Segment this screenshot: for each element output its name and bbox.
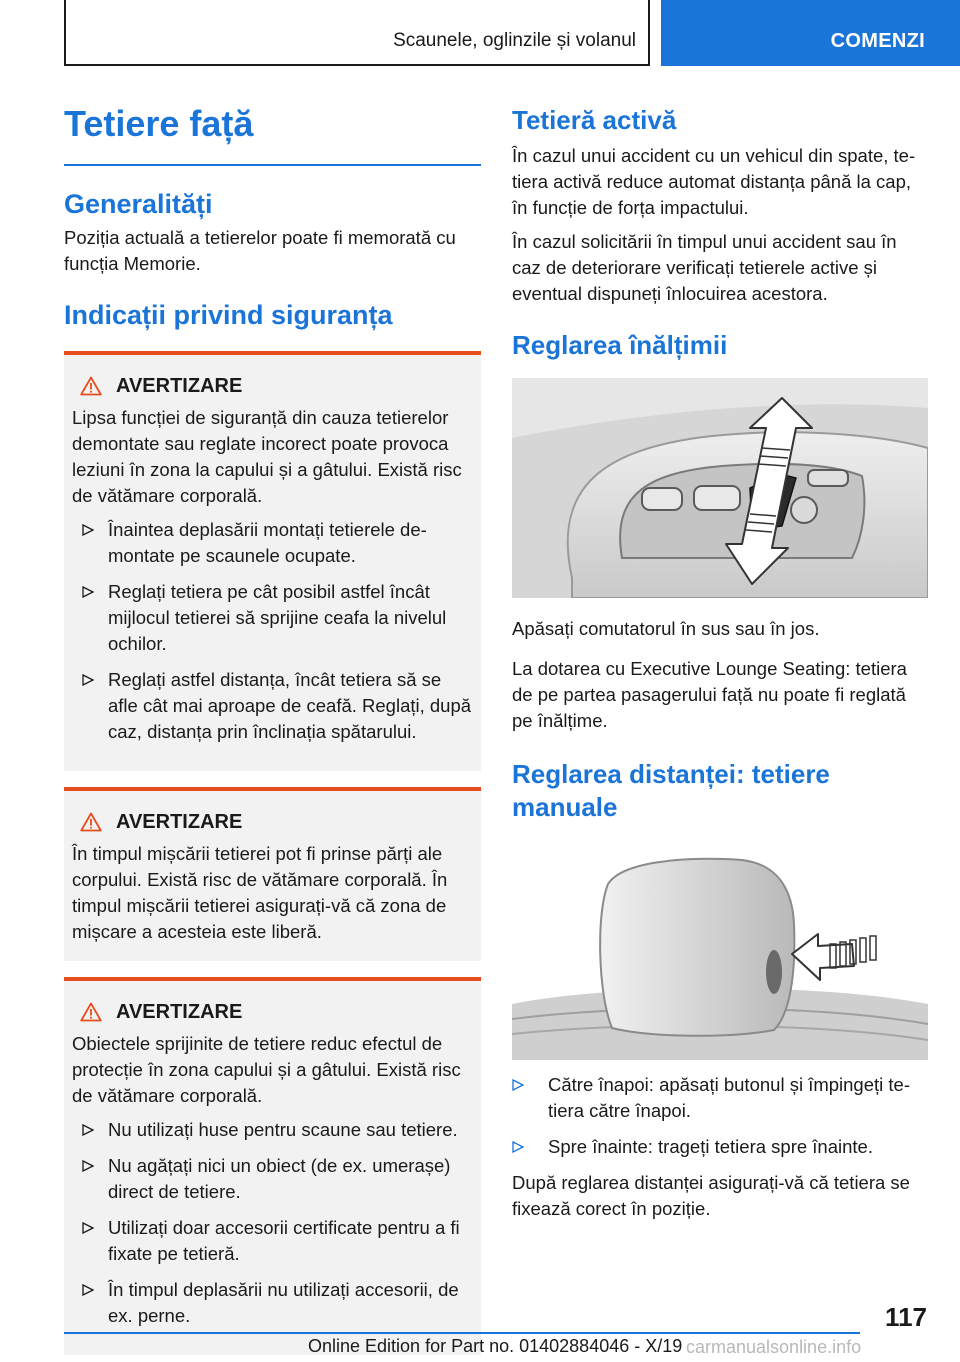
distance-adjust-list xyxy=(512,1072,928,1160)
footer-edition: Online Edition for Part no. 01402884046 - X/19 xyxy=(308,1336,683,1356)
headrest-illustration xyxy=(512,854,928,1060)
list-item-text: Reglați tetiera pe cât posibil astfel încât mijlocul tetierei să sprijine ceafa la nivelul ochilor. xyxy=(108,581,447,654)
warning-text: În timpul mișcării tetierei pot fi prinse părți ale corpului. Există risc de vătămare corporală. În timpul mișcării tetierei asigurați-vă că zona de mișcare a acesteia este liberă. xyxy=(72,843,448,942)
distance-adjust-after-text: După reglarea distanței asigurați-vă că tetiera se fixează corect în poziție. xyxy=(512,1172,910,1219)
distance-adjust-heading: Reglarea distanței: tetiere manuale xyxy=(512,759,830,822)
list-item xyxy=(72,1277,473,1329)
triangle-bullet-icon xyxy=(82,1124,94,1136)
warning-triangle-icon xyxy=(80,812,102,832)
headrest-drawing xyxy=(512,854,928,1060)
warning-list xyxy=(72,1117,473,1329)
triangle-bullet-icon xyxy=(82,586,94,598)
triangle-bullet-icon xyxy=(82,1160,94,1172)
warning-triangle-icon xyxy=(80,1002,102,1022)
list-item-text: Către înapoi: apăsați butonul și împingeți tetiera către înapoi. xyxy=(548,1074,910,1121)
list-item-text: Utilizați doar accesorii certificate pentru a fi fixate pe tetieră. xyxy=(108,1217,460,1264)
list-item xyxy=(72,1153,473,1205)
page-number: 117 xyxy=(885,1302,927,1332)
list-item xyxy=(72,1117,473,1143)
active-headrest-text-2: În cazul solicitării în timpul unui accident sau în caz de deteriorare verificați tetierele active și eventual dispuneți înlocuirea acestora. xyxy=(512,231,897,304)
list-item-text: Nu utilizați huse pentru scaune sau tetiere. xyxy=(108,1119,458,1140)
warning-box-3 xyxy=(64,977,481,1355)
list-item xyxy=(72,667,473,745)
list-item xyxy=(72,1215,473,1267)
triangle-bullet-icon xyxy=(512,1079,524,1091)
active-headrest-text-1: În cazul unui accident cu un vehicul din spate, tetiera activă reduce automat distanța până la cap, în funcție de forța impactului. xyxy=(512,145,916,218)
warning-triangle-icon xyxy=(80,376,102,396)
warning-title xyxy=(72,809,473,835)
triangle-bullet-icon xyxy=(82,1284,94,1296)
list-item xyxy=(72,517,473,569)
list-item-text: Spre înainte: trageți tetiera spre înainte. xyxy=(548,1136,873,1157)
header-chapter-label: COMENZI xyxy=(830,30,925,52)
triangle-bullet-icon xyxy=(82,1222,94,1234)
page-title: Tetiere față xyxy=(64,103,254,144)
height-adjust-heading: Reglarea înălțimii xyxy=(512,330,728,360)
header-chapter-tab[interactable] xyxy=(661,0,960,66)
list-item-text: Nu agățați nici un obiect (de ex. umerașe) direct de tetiere. xyxy=(108,1155,451,1202)
warning-box-2 xyxy=(64,787,481,961)
warning-title-text: AVERTIZARE xyxy=(116,811,243,833)
warning-title xyxy=(72,999,473,1025)
height-adjust-text-2: La dotarea cu Executive Lounge Seating: tetiera de pe partea pasagerului față nu poate fi reglată pe înălțime. xyxy=(512,658,907,731)
warning-text: Obiectele sprijinite de tetiere reduc efectul de protecție în zona capului și a gâtului. Există risc de vătămare corporală. xyxy=(72,1033,461,1106)
list-item xyxy=(512,1072,928,1124)
list-item xyxy=(512,1134,928,1160)
list-item-text: În timpul deplasării nu utilizați accesorii, de ex. perne. xyxy=(108,1279,459,1326)
warning-title xyxy=(72,373,473,399)
general-text: Poziția actuală a tetierelor poate fi memorată cu funcția Memorie. xyxy=(64,227,456,274)
footer-divider xyxy=(64,1332,860,1334)
triangle-bullet-icon xyxy=(82,524,94,536)
general-heading: Generalități xyxy=(64,189,213,219)
warning-list xyxy=(72,517,473,745)
height-adjust-text-1: Apăsați comutatorul în sus sau în jos. xyxy=(512,618,820,639)
left-column xyxy=(64,102,481,1355)
title-divider xyxy=(64,164,481,166)
list-item-text: Înaintea deplasării montați tetierele demontate pe scaunele ocupate. xyxy=(108,519,427,566)
triangle-bullet-icon xyxy=(512,1141,524,1153)
warning-title-text: AVERTIZARE xyxy=(116,1001,243,1023)
warning-title-text: AVERTIZARE xyxy=(116,375,243,397)
triangle-bullet-icon xyxy=(82,674,94,686)
safety-heading: Indicații privind siguranța xyxy=(64,300,393,330)
seat-switch-illustration xyxy=(512,378,928,598)
active-headrest-heading: Tetieră activă xyxy=(512,105,677,135)
right-column xyxy=(512,102,928,1222)
seat-switch-drawing xyxy=(512,378,928,598)
list-item-text: Reglați astfel distanța, încât tetiera să se afle cât mai aproape de ceafă. Reglați, după caz, distanța prin înclinația spătarului. xyxy=(108,669,472,742)
watermark: carmanualsonline.info xyxy=(686,1337,862,1357)
warning-text: Lipsa funcției de siguranță din cauza tetierelor demontate sau reglate incorect poate provoca leziuni în zona la capului și a gâtului. Există risc de vătămare corporală. xyxy=(72,407,462,506)
header-section-box xyxy=(64,0,650,66)
list-item xyxy=(72,579,473,657)
header-section-title: Scaunele, oglinzile și volanul xyxy=(393,30,636,51)
warning-box-1 xyxy=(64,351,481,771)
